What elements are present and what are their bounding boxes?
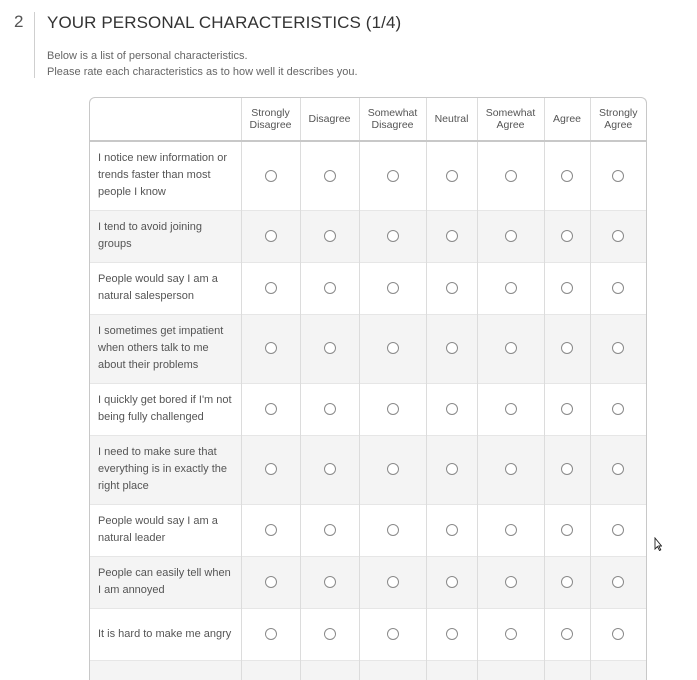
rating-table <box>90 98 646 680</box>
rating-matrix <box>89 97 647 680</box>
rating-cell[interactable] <box>590 141 646 210</box>
rating-cell[interactable] <box>544 383 590 435</box>
rating-cell[interactable] <box>477 314 544 383</box>
rating-cell[interactable] <box>241 660 300 680</box>
table-row <box>90 383 646 435</box>
rating-radio-button[interactable] <box>265 282 277 294</box>
rating-radio-button[interactable] <box>505 342 517 354</box>
rating-cell[interactable] <box>359 504 426 556</box>
rating-radio-button[interactable] <box>265 576 277 588</box>
rating-cell[interactable] <box>300 556 359 608</box>
rating-cell[interactable] <box>300 210 359 262</box>
rating-radio-button[interactable] <box>387 170 399 182</box>
rating-radio-button[interactable] <box>387 463 399 475</box>
rating-cell[interactable] <box>359 383 426 435</box>
rating-radio-button[interactable] <box>446 463 458 475</box>
rating-radio-button[interactable] <box>446 342 458 354</box>
rating-cell[interactable] <box>426 608 477 660</box>
table-row <box>90 141 646 210</box>
scale-header-line1: Disagree <box>308 113 351 125</box>
rating-radio-button[interactable] <box>505 170 517 182</box>
rating-cell[interactable] <box>544 314 590 383</box>
scale-header-line1: Strongly <box>251 107 290 119</box>
rating-radio-button[interactable] <box>612 342 624 354</box>
scale-header-line2: Disagree <box>371 119 414 131</box>
rating-cell[interactable] <box>426 314 477 383</box>
rating-cell[interactable] <box>241 383 300 435</box>
rating-cell[interactable] <box>426 660 477 680</box>
rating-cell[interactable] <box>300 314 359 383</box>
rating-radio-button[interactable] <box>324 170 336 182</box>
rating-radio-button[interactable] <box>387 230 399 242</box>
question-description-line-1: Below is a list of personal characteristics. <box>47 50 248 62</box>
rating-cell[interactable] <box>426 141 477 210</box>
rating-radio-button[interactable] <box>561 576 573 588</box>
rating-cell[interactable] <box>426 262 477 314</box>
matrix-header-row <box>90 98 646 141</box>
rating-cell[interactable] <box>544 504 590 556</box>
rating-cell[interactable] <box>426 556 477 608</box>
rating-cell[interactable] <box>544 608 590 660</box>
rating-cell[interactable] <box>477 383 544 435</box>
rating-cell[interactable] <box>241 608 300 660</box>
rating-radio-button[interactable] <box>505 230 517 242</box>
rating-cell[interactable] <box>477 608 544 660</box>
rating-radio-button[interactable] <box>446 403 458 415</box>
rating-cell[interactable] <box>590 660 646 680</box>
statement-text: People would say I am a natural leader <box>90 504 241 556</box>
rating-radio-button[interactable] <box>387 282 399 294</box>
scale-header-line1: Somewhat <box>367 107 418 119</box>
rating-cell[interactable] <box>300 504 359 556</box>
rating-radio-button[interactable] <box>612 230 624 242</box>
rating-cell[interactable] <box>300 435 359 504</box>
question-number: 2 <box>14 12 24 31</box>
mouse-cursor-icon <box>654 537 662 551</box>
scale-header-2 <box>359 98 426 141</box>
table-row <box>90 504 646 556</box>
rating-radio-button[interactable] <box>505 524 517 536</box>
rating-radio-button[interactable] <box>324 230 336 242</box>
rating-radio-button[interactable] <box>612 282 624 294</box>
scale-header-3 <box>426 98 477 141</box>
rating-radio-button[interactable] <box>324 576 336 588</box>
scale-header-line1: Agree <box>552 113 582 125</box>
rating-cell[interactable] <box>590 608 646 660</box>
rating-radio-button[interactable] <box>505 628 517 640</box>
rating-cell[interactable] <box>477 262 544 314</box>
rating-cell[interactable] <box>544 141 590 210</box>
rating-radio-button[interactable] <box>265 628 277 640</box>
statement-text: People can easily tell when I am annoyed <box>90 556 241 608</box>
rating-radio-button[interactable] <box>387 403 399 415</box>
rating-cell[interactable] <box>241 314 300 383</box>
rating-cell[interactable] <box>590 314 646 383</box>
rating-radio-button[interactable] <box>446 524 458 536</box>
scale-header-line1: Somewhat <box>485 107 536 119</box>
rating-cell[interactable] <box>241 210 300 262</box>
rating-cell[interactable] <box>426 383 477 435</box>
rating-cell[interactable] <box>241 504 300 556</box>
table-row <box>90 556 646 608</box>
rating-radio-button[interactable] <box>561 230 573 242</box>
rating-cell[interactable] <box>544 556 590 608</box>
rating-cell[interactable] <box>426 435 477 504</box>
question-divider <box>34 12 35 78</box>
rating-cell[interactable] <box>590 262 646 314</box>
rating-cell[interactable] <box>241 435 300 504</box>
scale-header-6 <box>590 98 646 141</box>
rating-cell[interactable] <box>300 141 359 210</box>
rating-radio-button[interactable] <box>446 628 458 640</box>
rating-cell[interactable] <box>477 504 544 556</box>
rating-cell[interactable] <box>544 262 590 314</box>
scale-header-line2: Agree <box>604 119 633 131</box>
rating-radio-button[interactable] <box>561 282 573 294</box>
statement-text <box>90 660 241 680</box>
table-row <box>90 435 646 504</box>
rating-radio-button[interactable] <box>446 576 458 588</box>
rating-radio-button[interactable] <box>265 403 277 415</box>
rating-radio-button[interactable] <box>265 230 277 242</box>
rating-radio-button[interactable] <box>446 170 458 182</box>
rating-radio-button[interactable] <box>387 576 399 588</box>
rating-cell[interactable] <box>359 314 426 383</box>
rating-radio-button[interactable] <box>324 628 336 640</box>
rating-cell[interactable] <box>477 210 544 262</box>
rating-radio-button[interactable] <box>612 524 624 536</box>
rating-cell[interactable] <box>359 435 426 504</box>
rating-radio-button[interactable] <box>446 230 458 242</box>
rating-cell[interactable] <box>359 262 426 314</box>
rating-cell[interactable] <box>544 660 590 680</box>
rating-cell[interactable] <box>426 210 477 262</box>
scale-header-line2: Agree <box>496 119 525 131</box>
table-row <box>90 314 646 383</box>
scale-header-4 <box>477 98 544 141</box>
table-row <box>90 660 646 680</box>
rating-radio-button[interactable] <box>612 628 624 640</box>
rating-cell[interactable] <box>590 210 646 262</box>
scale-header-5 <box>544 98 590 141</box>
statement-text: People would say I am a natural salesperson <box>90 262 241 314</box>
rating-cell[interactable] <box>300 262 359 314</box>
rating-radio-button[interactable] <box>446 282 458 294</box>
table-row <box>90 262 646 314</box>
rating-cell[interactable] <box>359 608 426 660</box>
rating-radio-button[interactable] <box>612 576 624 588</box>
rating-cell[interactable] <box>544 435 590 504</box>
rating-radio-button[interactable] <box>265 170 277 182</box>
rating-cell[interactable] <box>477 141 544 210</box>
rating-radio-button[interactable] <box>561 170 573 182</box>
rating-radio-button[interactable] <box>387 628 399 640</box>
scale-header-0 <box>241 98 300 141</box>
rating-radio-button[interactable] <box>561 342 573 354</box>
question-description-line-2: Please rate each characteristics as to how well it describes you. <box>47 66 358 78</box>
rating-radio-button[interactable] <box>324 342 336 354</box>
statement-text: It is hard to make me angry <box>90 608 241 660</box>
rating-cell[interactable] <box>359 556 426 608</box>
rating-radio-button[interactable] <box>265 342 277 354</box>
rating-radio-button[interactable] <box>612 463 624 475</box>
rating-cell[interactable] <box>590 556 646 608</box>
table-row <box>90 210 646 262</box>
rating-radio-button[interactable] <box>612 170 624 182</box>
rating-cell[interactable] <box>477 556 544 608</box>
rating-cell[interactable] <box>590 504 646 556</box>
rating-radio-button[interactable] <box>561 403 573 415</box>
rating-radio-button[interactable] <box>324 282 336 294</box>
table-row <box>90 608 646 660</box>
rating-cell[interactable] <box>241 262 300 314</box>
rating-cell[interactable] <box>590 383 646 435</box>
rating-cell[interactable] <box>300 383 359 435</box>
rating-radio-button[interactable] <box>612 403 624 415</box>
rating-radio-button[interactable] <box>387 524 399 536</box>
statement-column-header <box>90 98 241 141</box>
question-title: YOUR PERSONAL CHARACTERISTICS (1/4) <box>47 13 402 32</box>
rating-radio-button[interactable] <box>324 524 336 536</box>
statement-text: I tend to avoid joining groups <box>90 210 241 262</box>
rating-radio-button[interactable] <box>505 463 517 475</box>
rating-cell[interactable] <box>300 660 359 680</box>
statement-text: I need to make sure that everything is in exactly the right place <box>90 435 241 504</box>
rating-radio-button[interactable] <box>324 403 336 415</box>
rating-cell[interactable] <box>241 141 300 210</box>
rating-radio-button[interactable] <box>505 576 517 588</box>
rating-cell[interactable] <box>426 504 477 556</box>
scale-header-line1: Strongly <box>598 107 638 119</box>
rating-radio-button[interactable] <box>265 463 277 475</box>
rating-radio-button[interactable] <box>505 403 517 415</box>
rating-radio-button[interactable] <box>561 524 573 536</box>
scale-header-line1: Neutral <box>434 113 469 125</box>
rating-cell[interactable] <box>359 660 426 680</box>
statement-text: I notice new information or trends faster than most people I know <box>90 141 241 210</box>
rating-cell[interactable] <box>359 141 426 210</box>
rating-radio-button[interactable] <box>505 282 517 294</box>
rating-cell[interactable] <box>590 435 646 504</box>
rating-cell[interactable] <box>241 556 300 608</box>
rating-radio-button[interactable] <box>387 342 399 354</box>
rating-cell[interactable] <box>544 210 590 262</box>
scale-header-line2: Disagree <box>249 119 292 131</box>
rating-radio-button[interactable] <box>561 628 573 640</box>
statement-text: I sometimes get impatient when others talk to me about their problems <box>90 314 241 383</box>
statement-text: I quickly get bored if I'm not being fully challenged <box>90 383 241 435</box>
rating-cell[interactable] <box>300 608 359 660</box>
rating-radio-button[interactable] <box>561 463 573 475</box>
rating-cell[interactable] <box>477 660 544 680</box>
rating-cell[interactable] <box>359 210 426 262</box>
rating-radio-button[interactable] <box>265 524 277 536</box>
scale-header-1 <box>300 98 359 141</box>
rating-radio-button[interactable] <box>324 463 336 475</box>
rating-cell[interactable] <box>477 435 544 504</box>
